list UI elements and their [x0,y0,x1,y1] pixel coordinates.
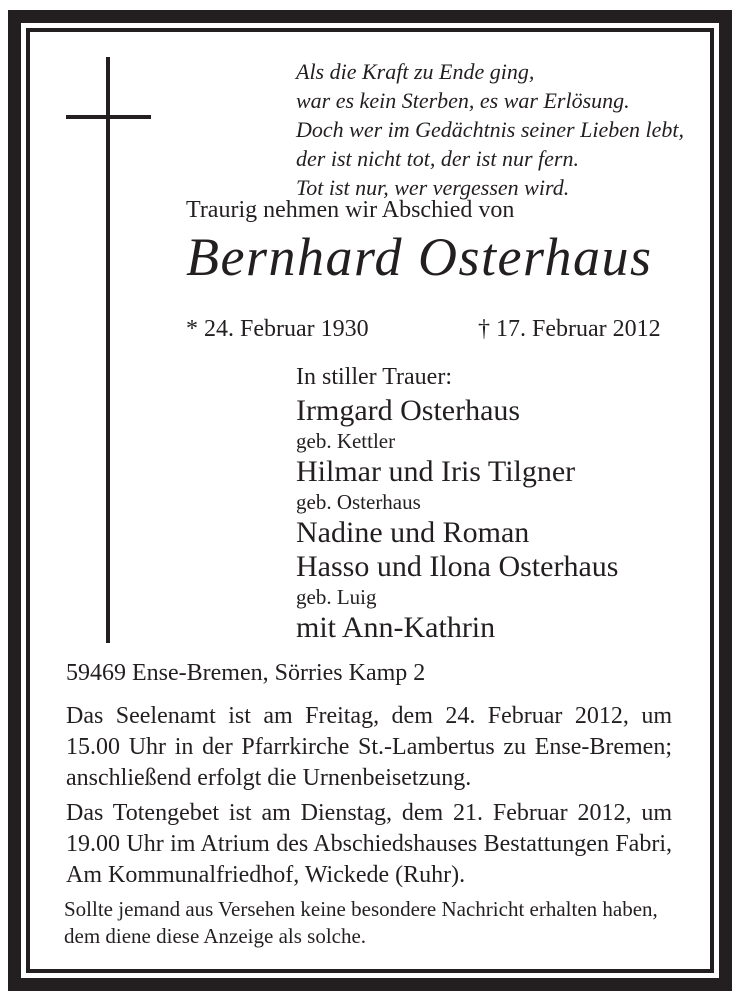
farewell-intro: Traurig nehmen wir Abschied von [186,197,515,223]
deceased-name: Bernhard Osterhaus [186,227,653,287]
mourner-name: Irmgard Osterhaus [296,394,521,427]
mourners-list [296,394,618,645]
notice-disclaimer: Sollte jemand aus Versehen keine besondere Nachricht erhalten haben, dem diene diese Anzeige als solche. [64,897,658,948]
memorial-poem [296,57,684,202]
death-date: † 17. Februar 2012 [478,316,661,342]
mourner-subtitle: geb. Kettler [296,429,396,453]
mourner-subtitle: geb. Osterhaus [296,490,421,514]
cross-vertical-bar [106,57,110,643]
prayer-paragraph: Das Totengebet ist am Dienstag, dem 21. Februar 2012, um 19.00 Uhr im Atrium des Abschiedshauses Bestattungen Fabri, Am Kommunalfriedhof, Wickede (Ruhr). [66,800,672,888]
cross-horizontal-bar [66,115,151,119]
mourner-name: Nadine und Roman [296,516,530,549]
poem-line: der ist nicht tot, der ist nur fern. [296,146,579,171]
mourner-subtitle: geb. Luig [296,585,377,609]
address-line: 59469 Ense-Bremen, Sörries Kamp 2 [66,660,426,686]
mourner-name: Hilmar und Iris Tilgner [296,455,576,488]
birth-date: * 24. Februar 1930 [186,316,369,342]
mourner-name: mit Ann-Kathrin [296,611,496,644]
poem-line: war es kein Sterben, es war Erlösung. [296,88,630,113]
mourner-name: Hasso und Ilona Osterhaus [296,550,619,583]
poem-line: Doch wer im Gedächtnis seiner Lieben lebt, [296,117,684,142]
poem-line: Tot ist nur, wer vergessen wird. [296,175,570,200]
poem-line: Als die Kraft zu Ende ging, [296,59,535,84]
service-paragraph: Das Seelenamt ist am Freitag, dem 24. Februar 2012, um 15.00 Uhr in der Pfarrkirche St.-Lambertus zu Ense-Bremen; anschließend erfolgt die Urnenbeisetzung. [66,703,672,791]
mourning-header: In stiller Trauer: [296,364,452,390]
